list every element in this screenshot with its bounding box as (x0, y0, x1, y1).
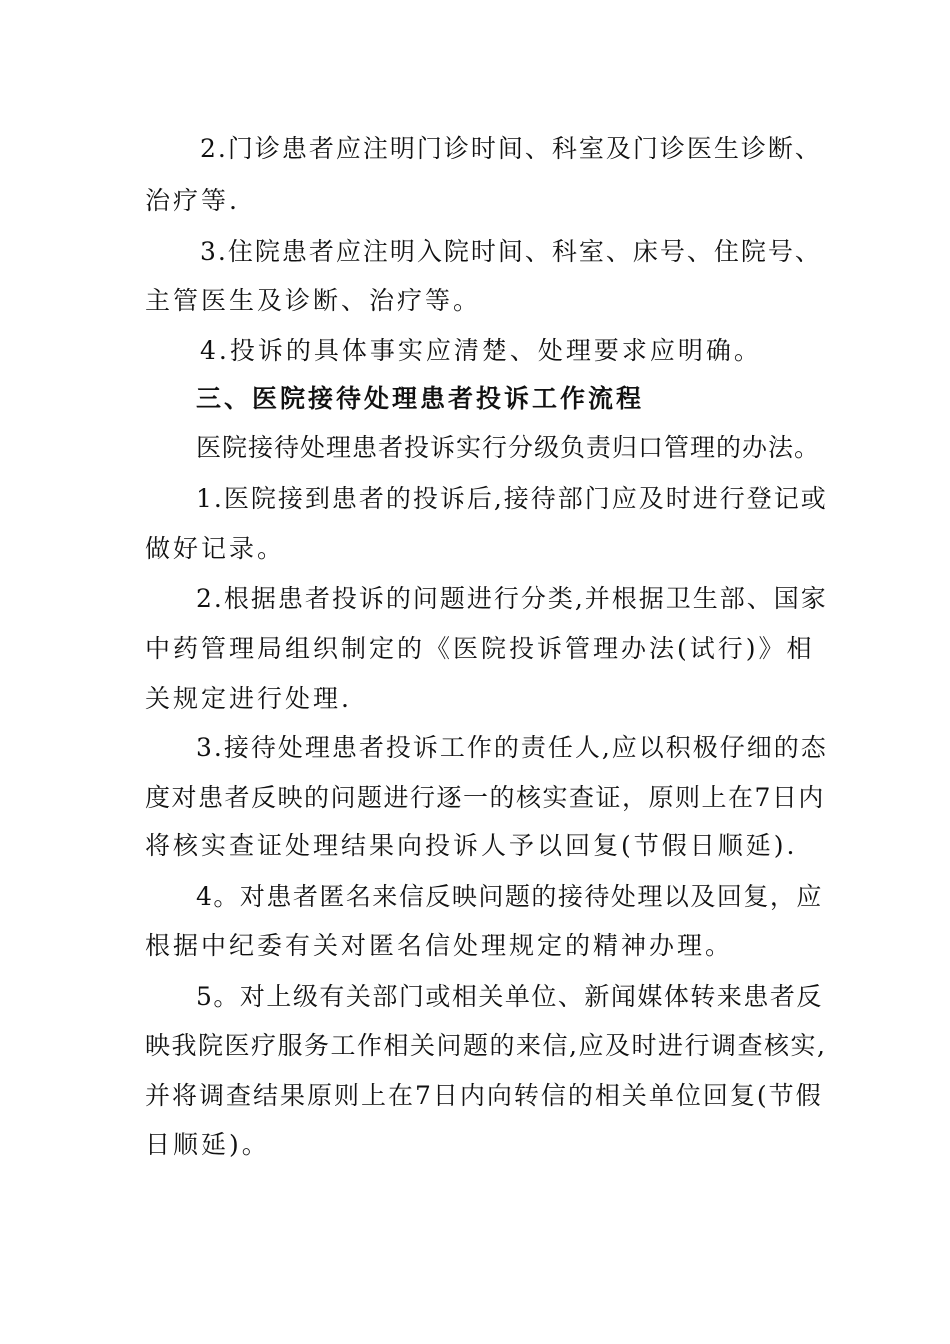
paragraph-line: 做好记录。 (145, 534, 286, 563)
paragraph-line: 映我院医疗服务工作相关问题的来信,应及时进行调查核实, (145, 1031, 827, 1060)
paragraph-line: 度对患者反映的问题进行逐一的核实查证，原则上在7日内 (145, 783, 825, 812)
paragraph-line: 日顺延)。 (145, 1130, 270, 1159)
paragraph-line: 4.投诉的具体事实应清楚、处理要求应明确。 (200, 336, 762, 365)
section-heading: 三、医院接待处理患者投诉工作流程 (196, 384, 645, 413)
paragraph-line: 根据中纪委有关对匿名信处理规定的精神办理。 (145, 931, 734, 960)
paragraph-line: 并将调查结果原则上在7日内向转信的相关单位回复(节假 (145, 1081, 823, 1110)
paragraph-line: 3.接待处理患者投诉工作的责任人,应以积极仔细的态 (196, 733, 828, 762)
paragraph-line: 主管医生及诊断、治疗等。 (145, 286, 482, 315)
paragraph-line: 3.住院患者应注明入院时间、科室、床号、住院号、 (200, 237, 822, 266)
paragraph-line: 4。对患者匿名来信反映问题的接待处理以及回复，应 (196, 882, 823, 911)
paragraph-line: 治疗等. (145, 186, 240, 215)
paragraph-line: 将核实查证处理结果向投诉人予以回复(节假日顺延). (145, 831, 798, 860)
paragraph-line: 2.根据患者投诉的问题进行分类,并根据卫生部、国家 (196, 584, 828, 613)
paragraph-line: 2.门诊患者应注明门诊时间、科室及门诊医生诊断、 (200, 134, 822, 163)
paragraph-line: 关规定进行处理. (145, 684, 352, 713)
paragraph-line: 中药管理局组织制定的《医院投诉管理办法(试行)》相 (145, 634, 815, 663)
paragraph-line: 1.医院接到患者的投诉后,接待部门应及时进行登记或 (196, 484, 828, 513)
paragraph-line: 5。对上级有关部门或相关单位、新闻媒体转来患者反 (196, 982, 823, 1011)
paragraph-line: 医院接待处理患者投诉实行分级负责归口管理的办法。 (196, 433, 821, 462)
